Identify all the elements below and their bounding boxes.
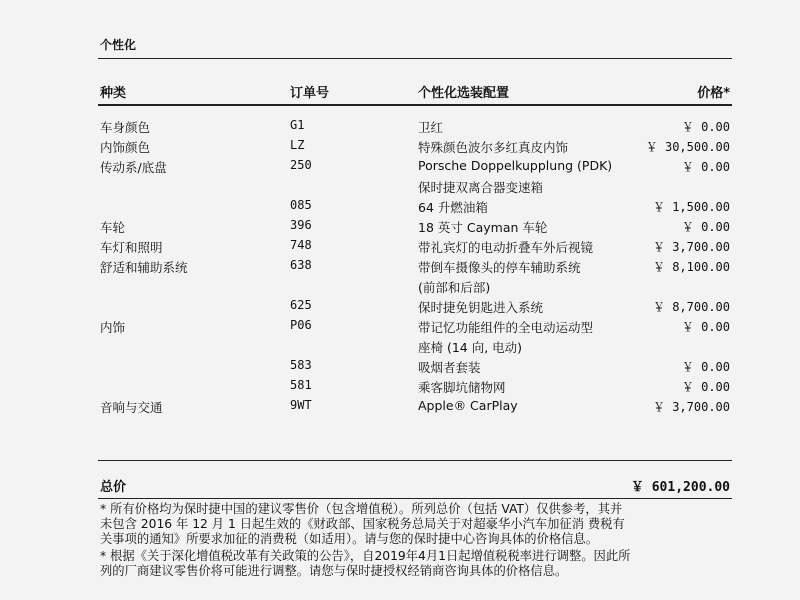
row-option-line: 卫红: [418, 120, 444, 135]
row-option-line: 保时捷免钥匙进入系统: [418, 300, 544, 315]
row-order-no: 638: [290, 258, 312, 272]
row-price: ￥ 0.00: [681, 160, 730, 174]
row-order-no: 748: [290, 238, 312, 252]
row-category: 车轮: [100, 220, 126, 235]
total-value: ￥ 601,200.00: [630, 480, 730, 495]
row-category: 车身颜色: [100, 120, 151, 135]
section-title: 个性化: [100, 38, 137, 52]
row-price: ￥ 0.00: [681, 120, 730, 134]
row-order-no: P06: [290, 318, 312, 332]
row-category: 内饰: [100, 320, 126, 335]
row-option-line: Porsche Doppelkupplung (PDK): [418, 158, 613, 173]
row-price: ￥ 30,500.00: [645, 140, 730, 154]
row-order-no: G1: [290, 118, 305, 132]
header-option: 个性化选装配置: [418, 86, 510, 101]
row-category: 内饰颜色: [100, 140, 151, 155]
row-order-no: 583: [290, 358, 312, 372]
row-price: ￥ 3,700.00: [652, 240, 730, 254]
header-price: 价格*: [697, 86, 730, 101]
row-option-line: Apple® CarPlay: [418, 398, 518, 413]
row-option-line: 带礼宾灯的电动折叠车外后视镜: [418, 240, 594, 255]
row-option-line: 特殊颜色波尔多红真皮内饰: [418, 140, 569, 155]
row-price: ￥ 8,700.00: [652, 300, 730, 314]
row-option-line: 带倒车摄像头的停车辅助系统: [418, 260, 581, 275]
header-category: 种类: [100, 86, 127, 101]
row-option-line: 18 英寸 Cayman 车轮: [418, 220, 548, 235]
row-order-no: 9WT: [290, 398, 312, 412]
footnote-line: * 根据《关于深化增值税改革有关政策的公告》，自2019年4月1日起增值税税率进行调整。因此所: [100, 549, 631, 563]
row-option-line: 64 升燃油箱: [418, 200, 488, 215]
header-order-no: 订单号: [290, 86, 330, 101]
footnote-line: 列的厂商建议零售价将可能进行调整。请您与保时捷授权经销商咨询具体的价格信息。: [100, 564, 568, 578]
total-label: 总价: [100, 480, 127, 495]
row-option-line: 吸烟者套装: [418, 360, 481, 375]
row-category: 音响与交通: [100, 400, 163, 415]
row-order-no: 250: [290, 158, 312, 172]
footnote-line: 关事项的通知》所要求加征的消费税（如适用）。请与您的保时捷中心咨询具体的价格信息。: [100, 532, 599, 546]
row-price: ￥ 8,100.00: [652, 260, 730, 274]
row-price: ￥ 0.00: [681, 360, 730, 374]
row-price: ￥ 3,700.00: [652, 400, 730, 414]
row-option-line: 座椅 (14 向, 电动): [418, 340, 523, 355]
row-category: 舒适和辅助系统: [100, 260, 188, 275]
row-option-line: 带记忆功能组件的全电动运动型: [418, 320, 594, 335]
footnote-line: 未包含 2016 年 12 月 1 日起生效的《财政部、国家税务总局关于对超豪华小汽车加征消 费税有: [100, 517, 625, 531]
row-category: 传动系/底盘: [100, 160, 167, 175]
row-order-no: 085: [290, 198, 312, 212]
row-category: 车灯和照明: [100, 240, 163, 255]
footnote-line: * 所有价格均为保时捷中国的建议零售价（包含增值税）。所列总价（包括 VAT）仅供参考，其并: [100, 502, 623, 516]
row-order-no: LZ: [290, 138, 305, 152]
row-order-no: 396: [290, 218, 312, 232]
header-divider: [98, 104, 732, 106]
total-top-divider: [98, 460, 732, 461]
row-option-line: 保时捷双离合器变速箱: [418, 180, 544, 195]
row-price: ￥ 0.00: [681, 220, 730, 234]
row-option-line: (前部和后部): [418, 280, 491, 295]
section-divider: [98, 58, 732, 59]
row-order-no: 581: [290, 378, 312, 392]
row-order-no: 625: [290, 298, 312, 312]
row-price: ￥ 0.00: [681, 320, 730, 334]
row-option-line: 乘客脚坑储物网: [418, 380, 506, 395]
row-price: ￥ 0.00: [681, 380, 730, 394]
total-bottom-divider: [98, 498, 732, 499]
row-price: ￥ 1,500.00: [652, 200, 730, 214]
